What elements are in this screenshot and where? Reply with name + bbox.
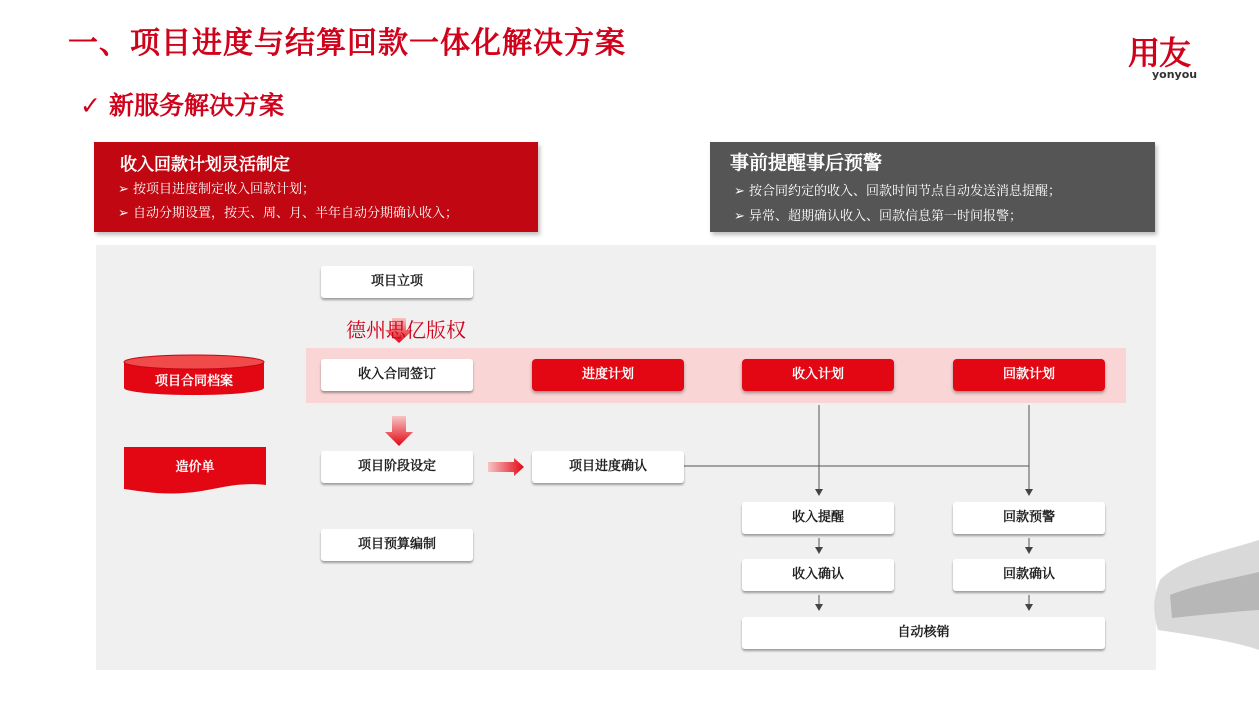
- node-income-remind: 收入提醒: [742, 502, 894, 534]
- node-budget: 项目预算编制: [321, 529, 473, 561]
- watermark-text: 德州思亿版权: [346, 318, 466, 342]
- logo-main-text: 用友: [1128, 34, 1191, 72]
- arrow-contract-to-stage: [385, 416, 413, 446]
- banner-right-line-1: ➢ 按合同约定的收入、回款时间节点自动发送消息提醒；: [734, 184, 1062, 199]
- banner-left-title: 收入回款计划灵活制定: [120, 155, 290, 175]
- node-progress-plan: 进度计划: [532, 359, 684, 391]
- banner-left-line-1: ➢ 按项目进度制定收入回款计划；: [118, 182, 316, 197]
- node-stage-setting: 项目阶段设定: [321, 451, 473, 483]
- banner-right-line-2: ➢ 异常、超期确认收入、回款信息第一时间报警；: [734, 209, 1023, 224]
- check-icon: ✓: [80, 91, 101, 120]
- node-contract-sign: 收入合同签订: [321, 359, 473, 391]
- node-payment-warn: 回款预警: [953, 502, 1105, 534]
- logo-sub-text: yonyou: [1152, 68, 1198, 81]
- banner-right-title: 事前提醒事后预警: [730, 152, 883, 174]
- decorative-brush-stroke: [1150, 500, 1259, 660]
- archive-label: 项目合同档案: [154, 374, 233, 389]
- node-auto-writeoff: 自动核销: [742, 617, 1105, 649]
- node-income-plan: 收入计划: [742, 359, 894, 391]
- node-progress-confirm: 项目进度确认: [532, 451, 684, 483]
- arrow-stage-to-confirm: [488, 458, 524, 476]
- cost-label: 造价单: [175, 460, 215, 475]
- subtitle-text: 新服务解决方案: [108, 91, 284, 120]
- node-project-setup: 项目立项: [321, 266, 473, 298]
- node-payment-plan: 回款计划: [953, 359, 1105, 391]
- page-title: 一、项目进度与结算回款一体化解决方案: [68, 26, 626, 61]
- banner-left-line-2: ➢ 自动分期设置，按天、周、月、半年自动分期确认收入；: [118, 206, 459, 221]
- node-payment-confirm: 回款确认: [953, 559, 1105, 591]
- node-income-confirm: 收入确认: [742, 559, 894, 591]
